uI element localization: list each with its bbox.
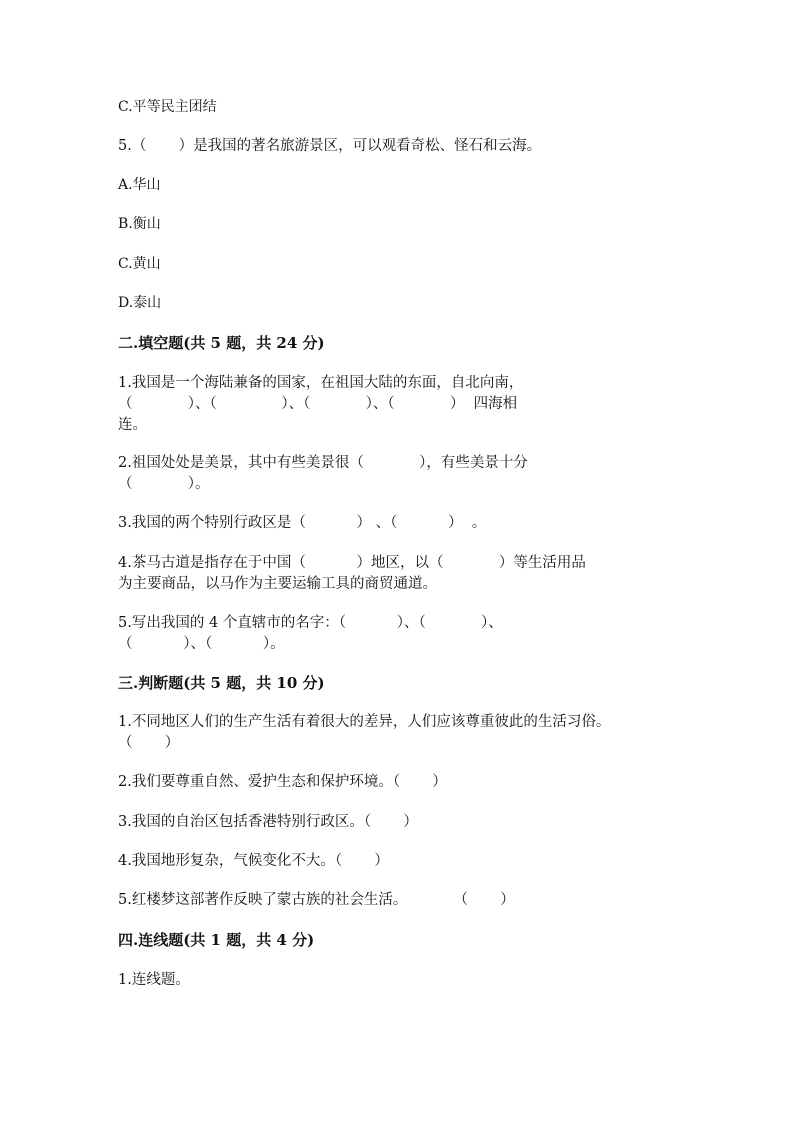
matching-section-heading: 四.连线题(共 1 题，共 4 分)	[118, 931, 315, 949]
fill-question-4-line-1: 4.茶马古道是指存在于中国（ ）地区，以（ ）等生活用品	[118, 555, 586, 571]
fill-question-1-line-3: 连。	[118, 417, 147, 433]
fill-question-4-line-2: 为主要商品，以马作为主要运输工具的商贸通道。	[118, 576, 437, 592]
judge-question-4: 4.我国地形复杂，气候变化不大。（ ）	[118, 853, 389, 869]
fill-question-1-line-2: （ ）、（ ）、（ ）、（ ） 四海相	[118, 396, 518, 412]
fill-question-2-line-1: 2.祖国处处是美景，其中有些美景很（ ），有些美景十分	[118, 455, 528, 471]
previous-question-option-c: C.平等民主团结	[118, 99, 217, 115]
fill-in-section-heading: 二.填空题(共 5 题，共 24 分)	[118, 334, 325, 352]
fill-question-1-line-1: 1.我国是一个海陆兼备的国家，在祖国大陆的东面，自北向南，	[118, 375, 524, 391]
judge-question-5: 5.红楼梦这部著作反映了蒙古族的社会生活。 （ ）	[118, 892, 515, 908]
match-question-1: 1.连线题。	[118, 972, 190, 988]
fill-question-5-line-1: 5.写出我国的 4 个直辖市的名字：（ ）、（ ）、	[118, 615, 503, 631]
mc-question-5-option-c: C.黄山	[118, 256, 161, 272]
judge-question-1-line-1: 1.不同地区人们的生产生活有着很大的差异，人们应该尊重彼此的生活习俗。	[118, 714, 611, 730]
mc-question-5-option-a: A.华山	[118, 177, 161, 193]
fill-question-3: 3.我国的两个特别行政区是（ ） 、（ ） 。	[118, 515, 487, 531]
mc-question-5-stem: 5.（ ）是我国的著名旅游景区，可以观看奇松、怪石和云海。	[118, 138, 542, 154]
judge-question-2: 2.我们要尊重自然、爱护生态和保护环境。（ ）	[118, 774, 447, 790]
judgment-section-heading: 三.判断题(共 5 题，共 10 分)	[118, 674, 325, 692]
judge-question-1-line-2: （ ）	[118, 735, 180, 751]
mc-question-5-option-d: D.泰山	[118, 295, 162, 311]
judge-question-3: 3.我国的自治区包括香港特别行政区。（ ）	[118, 814, 418, 830]
fill-question-2-line-2: （ ）。	[118, 476, 210, 492]
mc-question-5-option-b: B.衡山	[118, 216, 161, 232]
fill-question-5-line-2: （ ）、（ ）。	[118, 636, 285, 652]
